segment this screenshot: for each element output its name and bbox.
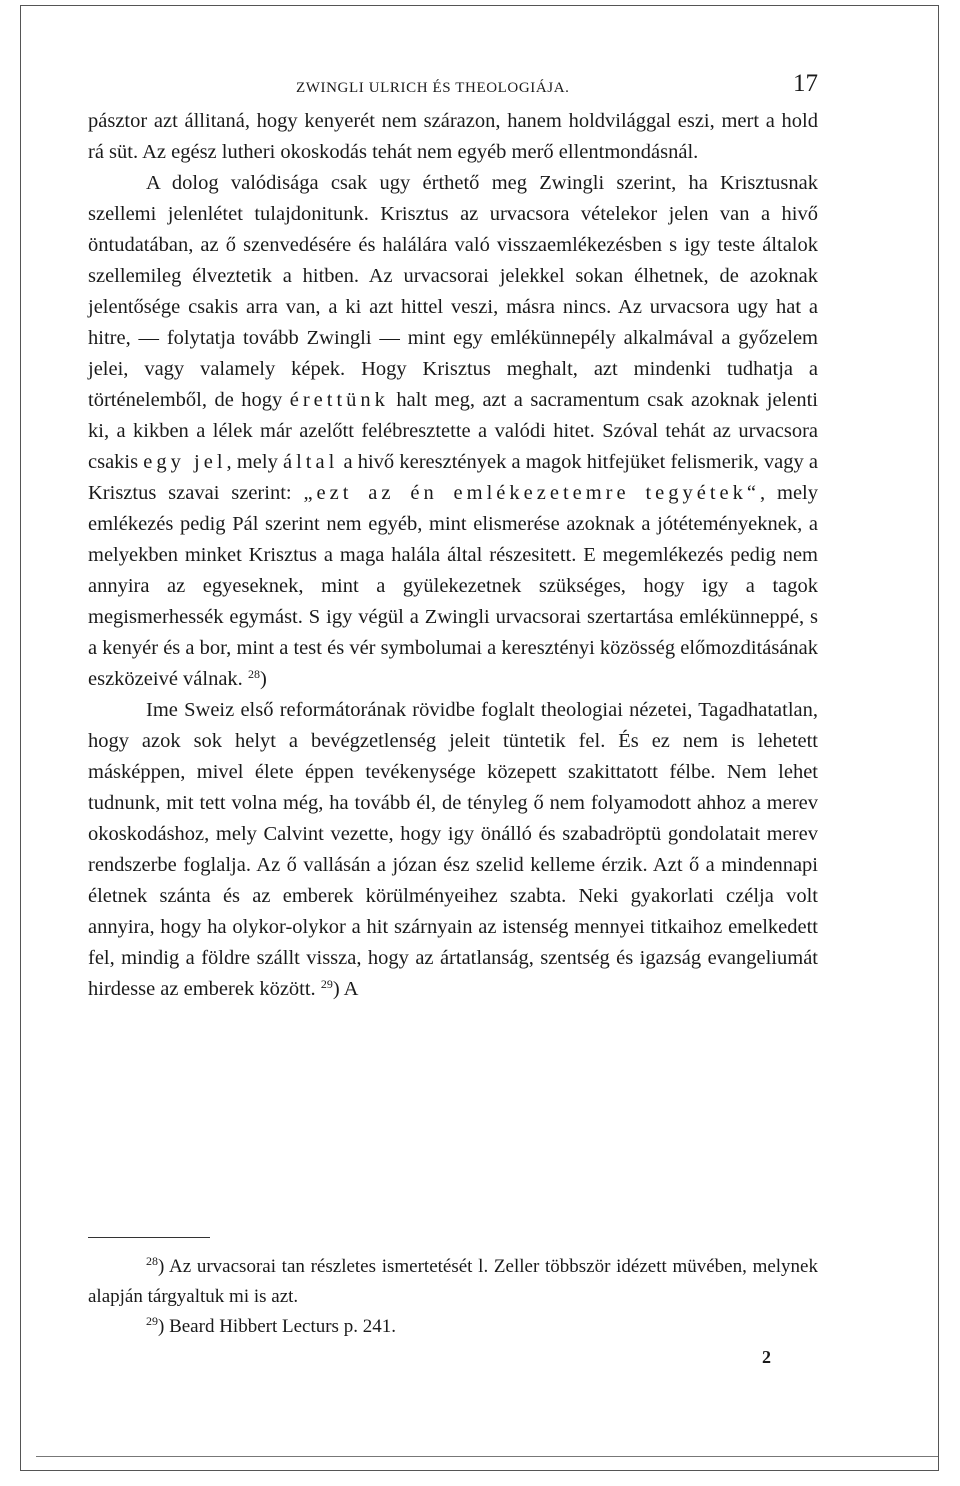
footnote-ref-28: 28 bbox=[247, 667, 260, 681]
paragraph-2-part-a: A dolog valódisága csak ugy érthető meg Zwingli szerint, ha Krisztusnak szellemi jelenlétet tulajdonitunk. Krisztus az urvacsora vételekor jelen van a hivő öntudatában, az ő szenvedésére és halálára való visszaemlékezésben s igy teste általok szellemileg élveztetik a hitben. Az urvacsorai jelekkel sokan élhetnek, de azoknak jelentősége csakis arra van, a ki azt hittel veszi, másra nincs. Az urvacsora ugy hat a hitre, — folytatja tovább Zwingli — mint egy emlékünnepély alkalmával a győzelem jelei, vagy valamely képek. Hogy Krisztus meghalt, azt mindenki tudhatja a történelemből, de hogy bbox=[88, 172, 818, 411]
paragraph-1-text: pásztor azt állitaná, hogy kenyerét nem szárazon, hanem holdvilággal eszi, mert a hold rá süt. Az egész lutheri okoskodás tehát nem egyéb merő ellentmondásnál. bbox=[88, 110, 818, 163]
paragraph-2-part-e: , mely emlékezés pedig Pál szerint nem egyéb, mint elismerése azoknak a jótéteményeknek, a melyekben minket Krisztus a maga halála által részesitett. E megemlékezés pedig nem annyira az egyeseknek, mint a gyülekezetnek szükséges, hogy igy a tagok megismerhessék egymást. S igy végül a Zwingli urvacsorai szertartása emlékünneppé, s a kenyér és a bor, mint a test és vér symbolumai a keresztényi közösség előmozditásának eszközeivé válnak. bbox=[88, 482, 818, 690]
footnote-mark: 29 bbox=[146, 1314, 158, 1328]
footnote-rule bbox=[88, 1237, 210, 1238]
paragraph-3-end: A bbox=[339, 978, 359, 1000]
footnote-28: $^{28}$) Az urvacsorai tan részletes ismertetését l. Zeller többször idézett müvében, melynek alapján tárgyaltuk mi is azt. bbox=[88, 1254, 818, 1307]
footnotes bbox=[88, 1252, 818, 1342]
footnote-text: Beard Hibbert Lecturs p. 241. bbox=[164, 1316, 396, 1337]
signature-mark: 2 bbox=[762, 1347, 771, 1367]
footnote-text: Az urvacsorai tan részletes ismertetését l. Zeller többször idézett müvében, melynek alapján tárgyaltuk mi is azt. bbox=[88, 1256, 818, 1307]
spaced-emphasis-2: egy jel bbox=[143, 451, 227, 473]
paragraph-2-part-c: , mely bbox=[226, 451, 283, 473]
footnote-mark: 28 bbox=[146, 1254, 158, 1268]
spaced-emphasis-1: érettünk bbox=[289, 389, 389, 411]
paragraph-3: Ime Sweiz első reformátorának rövidbe foglalt theologiai nézetei, Tagadhatatlan, hogy azok sok helyt a bevégzetlenség jeleit tüntetik fel. És ez nem is lehetett másképpen, mivel élete éppen tevékenysége közepett szakittatott félbe. Nem lehet tudnunk, mit tett volna még, ha tovább él, de tényleg ő nem folyamodott ahhoz a merev okoskodáshoz, mely Calvint vezette, hogy igy önálló és szabadröptü gondolatait merev rendszerbe foglalja. Az ő vallásán a józan ész szelid kelleme érzik. Azt ő a mindennapi életnek szánta és az emberek körülményeihez szabta. Neki gyakorlati czélja volt annyira, hogy ha olykor-olykor a hit szárnyain az istenség mennyei titkaihoz emelkedett fel, mindig a földre szállt vissza, hogy az ártatlanság, szentség és igazság evangeliumát hirdesse az emberek között. $^{29}$) A bbox=[88, 699, 818, 1000]
page-header bbox=[88, 68, 818, 104]
footnote-29: $^{29}$) Beard Hibbert Lecturs p. 241. bbox=[146, 1314, 396, 1337]
main-text bbox=[88, 106, 818, 1005]
page-border-left bbox=[20, 5, 21, 1471]
paragraph-2-part-b: halt meg, azt a sacramentum csak azoknak jelenti ki, a kikben a lélek már azelőtt felébresztette a valódi hitet. Szóval tehát az urvacsora csakis bbox=[88, 389, 818, 473]
spaced-emphasis-3: által bbox=[283, 451, 339, 473]
spaced-emphasis-4: „ezt az én emlékezetemre tegyétek“ bbox=[303, 482, 761, 504]
running-title: ZWINGLI ULRICH ÉS THEOLOGIÁJA. bbox=[296, 80, 570, 96]
paragraph-2-part-d: a hivő keresztények a magok hitfejüket felismerik, vagy a Krisztus szavai szerint: bbox=[88, 451, 818, 504]
paragraph-3-text: Ime Sweiz első reformátorának rövidbe foglalt theologiai nézetei, Tagadhatatlan, hogy azok sok helyt a bevégzetlenség jeleit tüntetik fel. És ez nem is lehetett másképpen, mivel élete éppen tevékenysége közepett szakittatott félbe. Nem lehet tudnunk, mit tett volna még, ha tovább él, de tényleg ő nem folyamodott ahhoz a merev okoskodáshoz, mely Calvint vezette, hogy igy önálló és szabadröptü gondolatait merev rendszerbe foglalja. Az ő vallásán a józan ész szelid kelleme érzik. Azt ő a mindennapi életnek szánta és az emberek körülményeihez szabta. Neki gyakorlati czélja volt annyira, hogy ha olykor-olykor a hit szárnyain az istenség mennyei titkaihoz emelkedett fel, mindig a földre szállt vissza, hogy az ártatlanság, szentség és igazság evangeliumát hirdesse az emberek között. bbox=[88, 699, 818, 1000]
footnote-ref-29: 29 bbox=[320, 977, 333, 991]
page-border-bottom bbox=[20, 1470, 938, 1471]
page-border-bottom-inner bbox=[36, 1456, 938, 1457]
page-number: 17 bbox=[793, 70, 818, 97]
page-border-right bbox=[938, 5, 939, 1471]
paragraph-2: A dolog valódisága csak ugy érthető meg Zwingli szerint, ha Krisztusnak szellemi jelenlétet tulajdonitunk. Krisztus az urvacsora vételekor jelen van a hivő öntudatában, az ő szenvedésére és halálára való visszaemlékezésben s igy teste általok szellemileg élveztetik a hitben. Az urvacsorai jelekkel sokan élhetnek, de azoknak jelentősége csakis arra van, a ki azt hittel veszi, másra nincs. Az urvacsora ugy hat a hitre, — folytatja tovább Zwingli — mint egy emlékünnepély alkalmával a győzelem jelei, vagy valamely képek. Hogy Krisztus meghalt, azt mindenki tudhatja a történelemből, de hogy érettünk halt meg, azt a sacramentum csak azoknak jelenti ki, a kikben a lélek már azelőtt felébresztette a valódi hitet. Szóval tehát az urvacsora csakis egy jel, mely által a hivő keresztények a magok hitfejüket felismerik, vagy a Krisztus szavai szerint: „ezt az én emlékezetemre tegyétek“, mely emlékezés pedig Pál szerint nem egyéb, mint elismerése azoknak a jótéteményeknek, a melyekben minket Krisztus a maga halála által részesitett. E megemlékezés pedig nem annyira az egyeseknek, mint a gyülekezetnek szükséges, hogy igy a tagok megismerhessék egymást. S igy végül a Zwingli urvacsorai szertartása emlékünneppé, s a kenyér és a bor, mint a test és vér symbolumai a keresztényi közösség előmozditásának eszközeivé válnak. $^{28}$) bbox=[88, 172, 818, 690]
page-border-top bbox=[20, 5, 938, 6]
paragraph-1 bbox=[88, 106, 818, 168]
